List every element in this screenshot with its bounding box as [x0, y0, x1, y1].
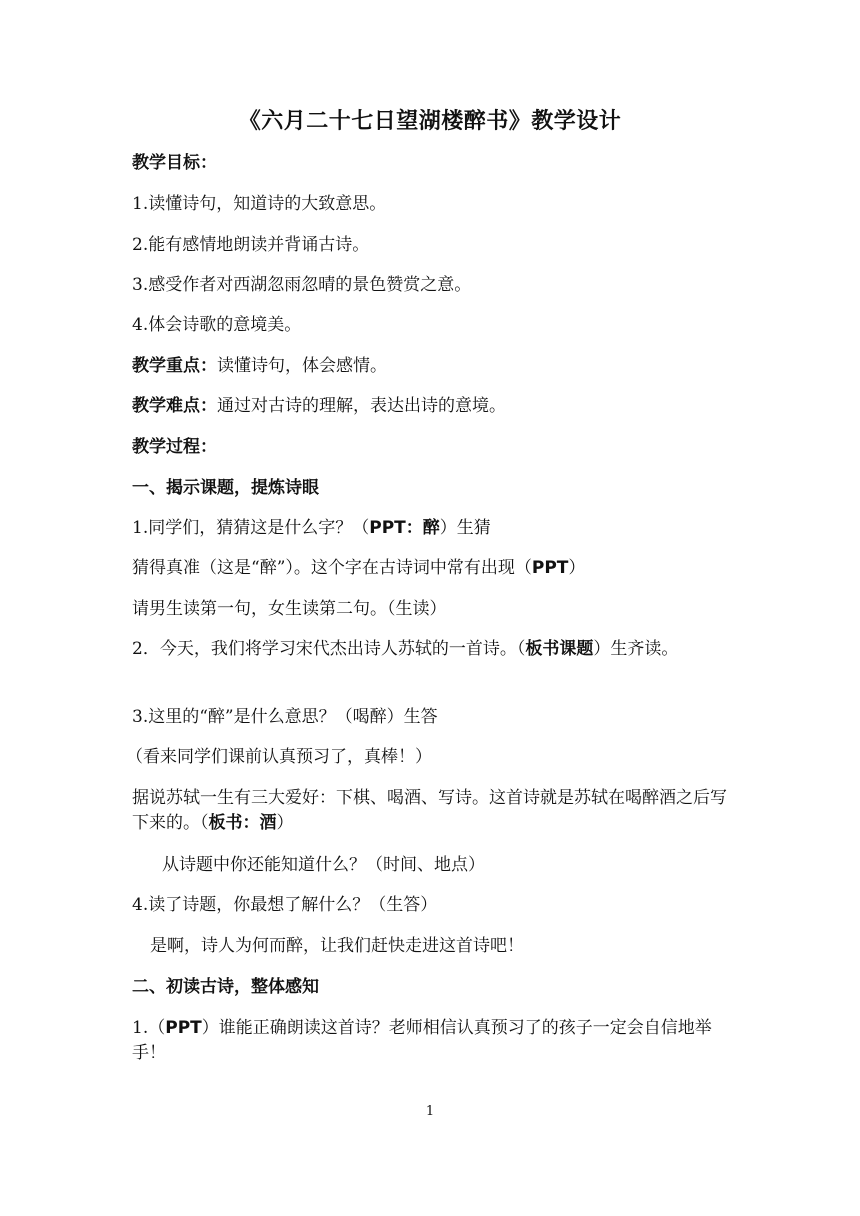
text-segment: 2．今天，我们将学习宋代杰出诗人苏轼的一首诗。（ [132, 639, 526, 659]
section-1-line-5: 3.这里的“醉”是什么意思？（喝醉）生答 [132, 707, 438, 727]
text-segment: 1.（ [132, 1018, 166, 1038]
text-segment: ） [276, 813, 294, 833]
section-1-line-8: 从诗题中你还能知道什么？（时间、地点） [162, 855, 485, 875]
text-segment: 据说苏轼一生有三大爱好：下棋、喝酒、写诗。这首诗就是苏轼在喝醉酒之后写下来的。（ [132, 788, 727, 833]
key-point-label: 教学重点： [132, 356, 217, 376]
section-1-line-1 [132, 517, 732, 539]
section-1-line-7 [132, 786, 732, 836]
text-segment: 1.同学们，猜猜这是什么字？（ [132, 518, 370, 538]
section-1-heading: 一、揭示课题，提炼诗眼 [132, 478, 319, 498]
difficulty-text: 通过对古诗的理解，表达出诗的意境。 [217, 396, 506, 416]
document-title: 《六月二十七日望湖楼醉书》教学设计 [238, 109, 622, 134]
key-point-line [132, 355, 732, 377]
text-segment: 猜得真准（这是“醉”）。这个字在古诗词中常有出现（ [132, 558, 532, 578]
objective-item-2: 2.能有感情地朗读并背诵古诗。 [132, 235, 370, 255]
objectives-heading: 教学目标： [132, 153, 217, 173]
page-number: 1 [425, 1104, 435, 1119]
text-segment: ）生猜 [439, 518, 491, 538]
ppt-note: PPT [165, 1018, 202, 1038]
section-1-line-3: 请男生读第一句，女生读第二句。（生读） [132, 599, 447, 619]
board-note: 板书课题 [525, 639, 594, 659]
objective-item-4: 4.体会诗歌的意境美。 [132, 315, 302, 335]
ppt-note: PPT：醉 [369, 518, 440, 538]
text-segment: ）生齐读。 [593, 639, 679, 659]
process-heading: 教学过程： [132, 437, 217, 457]
key-point-text: 读懂诗句，体会感情。 [217, 356, 387, 376]
board-note: 板书：酒 [208, 813, 277, 833]
difficulty-line [132, 395, 732, 417]
section-1-line-2 [132, 557, 732, 579]
text-segment: ）谁能正确朗读这首诗？老师相信认真预习了的孩子一定会自信地举手！ [132, 1018, 712, 1063]
difficulty-label: 教学难点： [132, 396, 217, 416]
section-1-line-9: 4.读了诗题，你最想了解什么？（生答） [132, 895, 438, 915]
section-1-line-6: （看来同学们课前认真预习了，真棒！） [126, 747, 432, 767]
section-1-line-4 [132, 637, 732, 662]
section-2-line-1 [132, 1016, 732, 1066]
objective-item-1: 1.读懂诗句，知道诗的大致意思。 [132, 194, 387, 214]
section-1-line-10: 是啊，诗人为何而醉，让我们赶快走进这首诗吧！ [150, 936, 524, 956]
objective-item-3: 3.感受作者对西湖忽雨忽晴的景色赞赏之意。 [132, 275, 472, 295]
text-segment: ） [568, 558, 586, 578]
section-2-heading: 二、初读古诗，整体感知 [132, 977, 319, 997]
ppt-note: PPT [531, 558, 569, 578]
